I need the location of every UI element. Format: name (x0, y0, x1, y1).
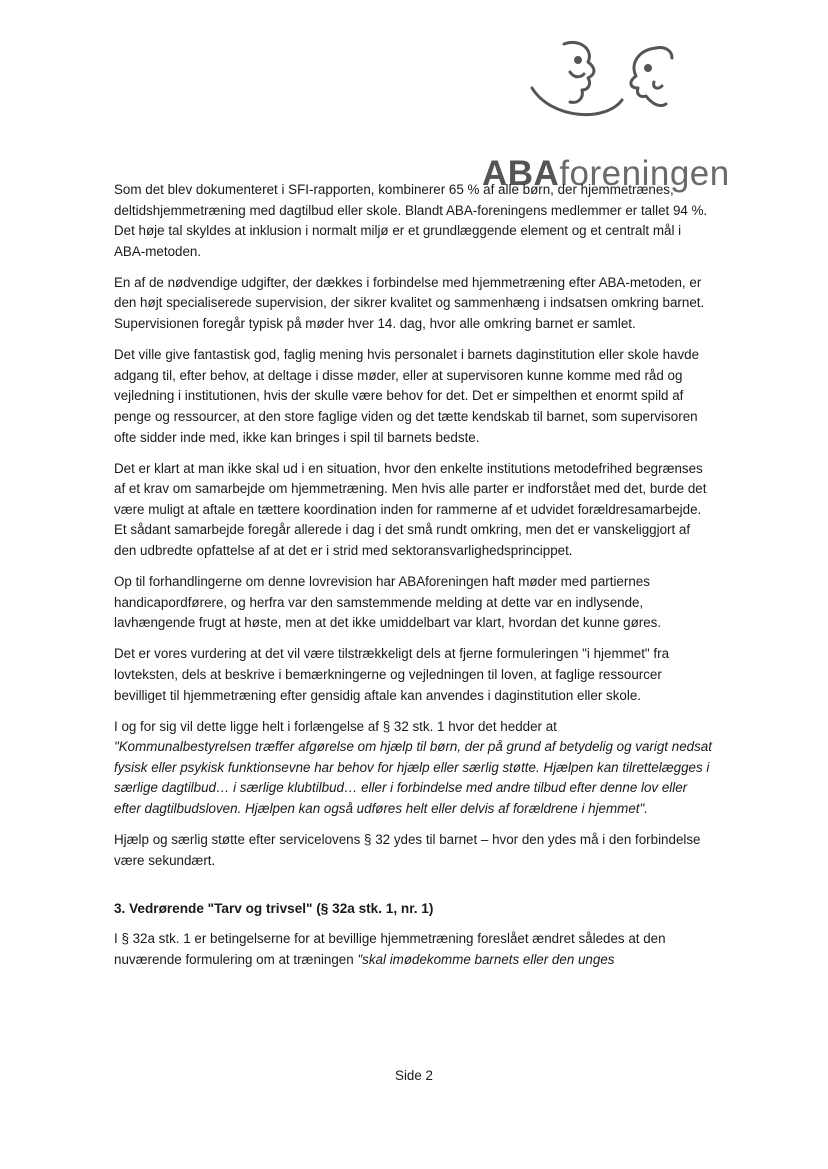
paragraph: Som det blev dokumenteret i SFI-rapporten, kombinerer 65 % af alle børn, der hjemmetrænes, deltidshjemmetræning med dagtilbud eller skole. Blandt ABA-foreningens medlemmer er tallet 94 %. Det høje tal skyldes at inklusion i normalt miljø er et grundlæggende element og et centralt mål i ABA-metoden. (114, 182, 708, 259)
paragraph: Hjælp og særlig støtte efter servicelovens § 32 ydes til barnet – hvor den ydes må i den forbindelse være sekundært. (114, 832, 701, 868)
last-paragraph-text: I § 32a stk. 1 er betingelserne for at bevillige hjemmetræning foreslået ændret således at den nuværende formulering om at træningen (114, 931, 666, 967)
last-paragraph (114, 929, 714, 970)
two-faces-icon (526, 38, 726, 120)
paragraph: En af de nødvendige udgifter, der dækkes i forbindelse med hjemmetræning efter ABA-metoden, er den højt specialiserede supervision, der sikrer kvalitet og sammenhæng i indsatsen omkring barnet. Supervisionen foregår typisk på møder hver 14. dag, hvor alle omkring barnet er samlet. (114, 274, 705, 332)
quote-text: "Kommunalbestyrelsen træffer afgørelse om hjælp til børn, der på grund af betydelig og varigt nedsat fysisk eller psykisk funktionsevne har behov for hjælp eller særlig støtte. Hjælpen kan tilrettelægges i særlige dagtilbud… i særlige klubtilbud… eller i forbindelse med andre tilbud efter denne lov eller efter dagtilbudsloven. Hjælpen kan også udføres helt eller delvis af forældrene i hjemmet". (114, 739, 712, 817)
paragraph: Det er vores vurdering at det vil være tilstrækkeligt dels at fjerne formuleringen "i hjemmet" fra lovteksten, dels at beskrive i bemærkningerne og vejledningen til loven, at faglige ressourcer bevilliget til hjemmetræning efter gensidig aftale kan anvendes i daginstitution eller skole. (114, 646, 670, 703)
quote-intro: I og for sig vil dette ligge helt i forlængelse af § 32 stk. 1 hvor det hedder at (114, 718, 557, 734)
paragraph: Op til forhandlingerne om denne lovrevision har ABAforeningen haft møder med partiernes handicapordførere, og herfra var den samstemmende melding at dette var en indlysende, lavhængende frugt at høste, men at det ikke umiddelbart var klart, hvordan det kunne gøres. (114, 574, 662, 631)
paragraph: Det er klart at man ikke skal ud i en situation, hvor den enkelte institutions metodefrihed begrænses af et krav om samarbejde om hjemmetræning. Men hvis alle parter er indforstået med det, burde det være muligt at aftale en tættere koordination inden for rammerne af et udvidet forældresamarbejde. Et sådant samarbejde foregår allerede i dag i det små rundt omkring, men det er vanskeliggjort af den udbredte opfattelse af at det er i strid med sektoransvarlighedsprincippet. (114, 460, 707, 558)
paragraph: Det ville give fantastisk god, faglig mening hvis personalet i barnets daginstitution eller skole havde adgang til, efter behov, at deltage i disse møder, eller at supervisoren kunne komme med råd og vejledning i institutionen, hvis der skulle være behov for det. Det er simpelthen et enormt spild af penge og ressourcer, at den store faglige viden og det tætte kendskab til barnet, som supervisoren ofte sidder inde med, ikke kan bringes i spil til barnets bedste. (114, 347, 700, 445)
page-number: Side 2 (395, 1068, 433, 1083)
document-body (114, 180, 714, 981)
logo-name-bold: ABA (482, 154, 560, 193)
logo-name-light: foreningen (559, 154, 730, 193)
section-heading: 3. Vedrørende "Tarv og trivsel" (§ 32a stk. 1, nr. 1) (114, 901, 434, 917)
quote-paragraph (114, 717, 714, 820)
last-paragraph-quote: "skal imødekomme barnets eller den unges (357, 951, 615, 967)
logo (478, 38, 738, 193)
